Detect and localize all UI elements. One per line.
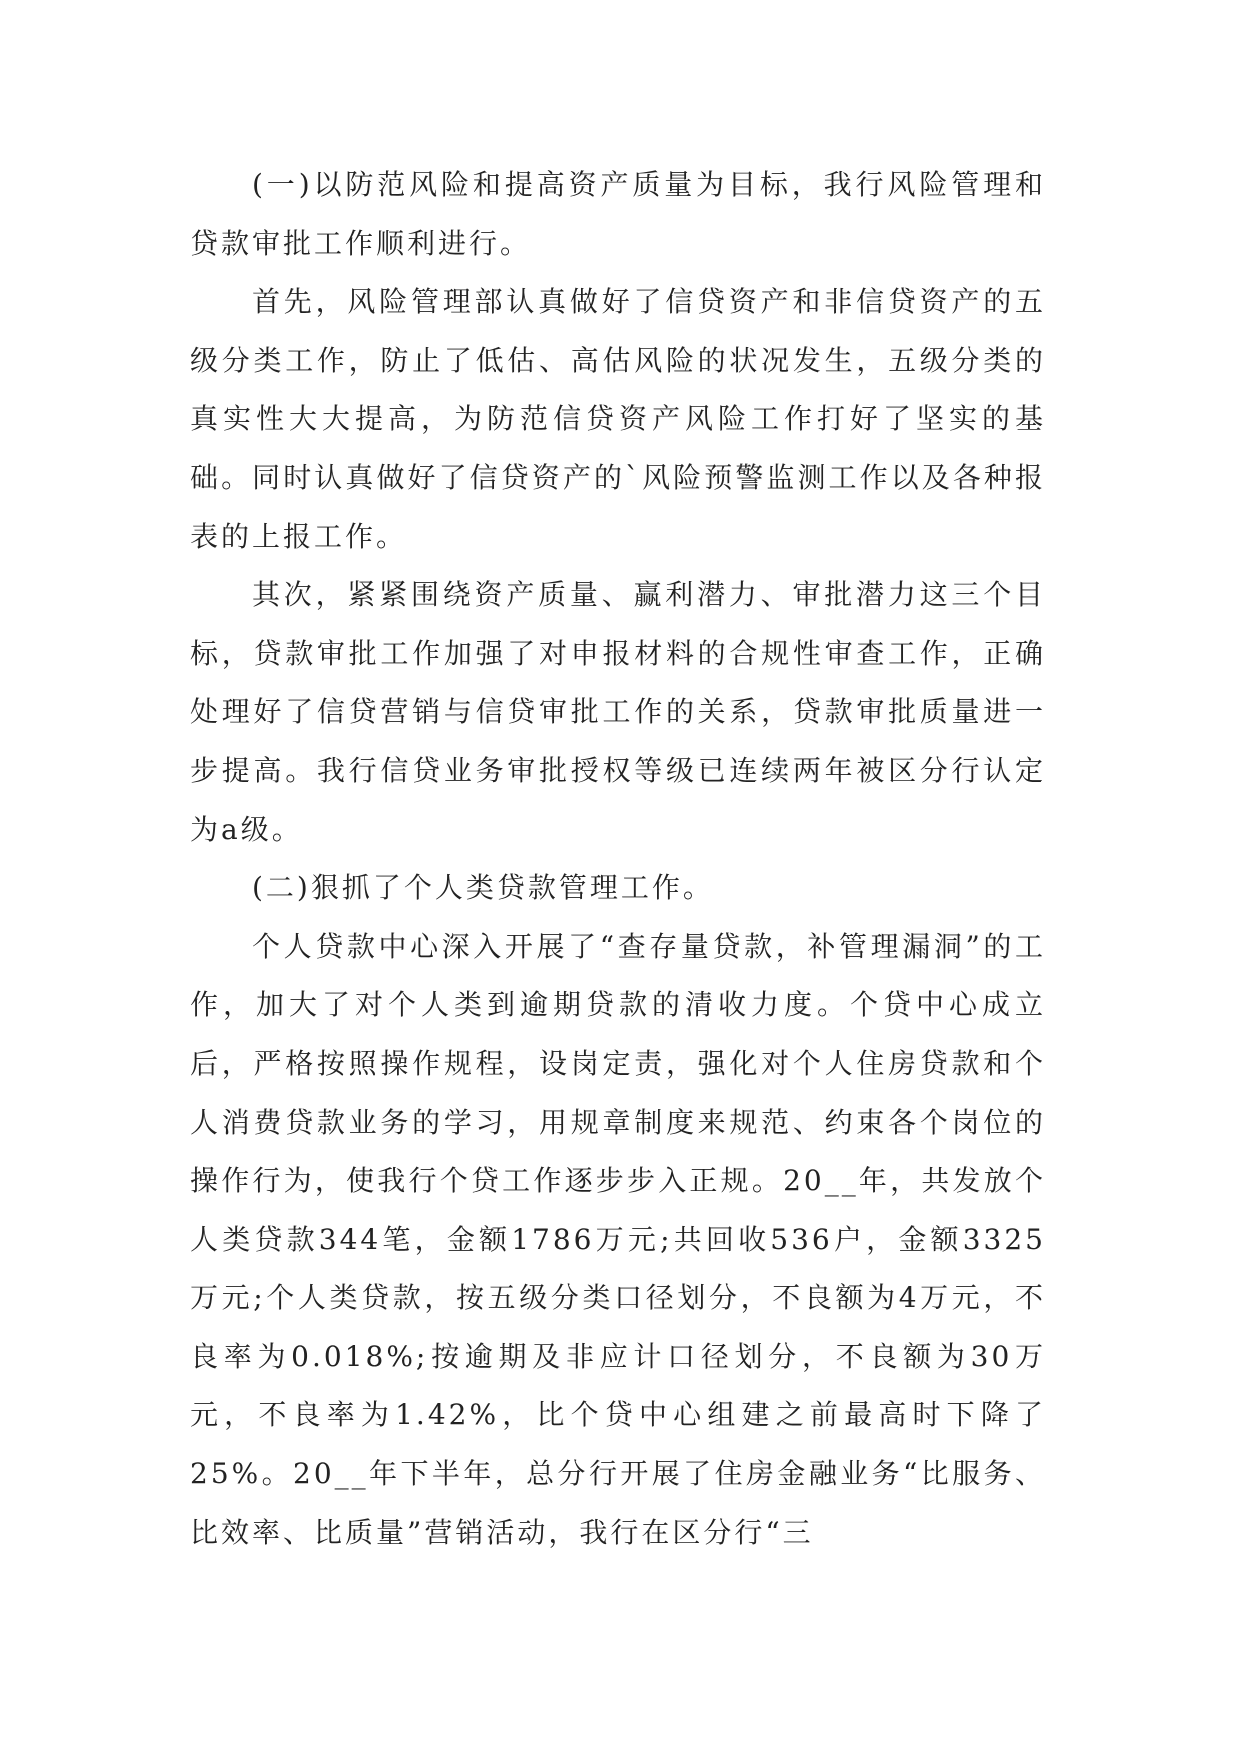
paragraph-personal-loan-heading: (二)狠抓了个人类贷款管理工作。	[252, 871, 714, 905]
paragraph-personal-loan-center: 个人贷款中心深入开展了“查存量贷款，补管理漏洞”的工作，加大了对个人类到逾期贷款的清收力度。个贷中心成立后，严格按照操作规程，设岗定责，强化对个人住房贷款和个人消费贷款业务的学习，用规章制度来规范、约束各个岗位的操作行为，使我行个贷工作逐步步入正规。20__年，共发放个人类贷款344笔，金额1786万元;共回收536户，金额3325万元;个人类贷款，按五级分类口径划分，不良额为4万元，不良率为0.018%;按逾期及非应计口径划分，不良额为30万元，不良率为1.42%，比个贷中心组建之前最高时下降了25%。20__年下半年，总分行开展了住房金融业务“比服务、比效率、比质量”营销活动，我行在区分行“三	[190, 929, 1046, 1549]
paragraph-goal-risk-management: (一)以防范风险和提高资产质量为目标，我行风险管理和贷款审批工作顺利进行。	[190, 168, 1046, 260]
paragraph-second-loan-approval: 其次，紧紧围绕资产质量、赢利潜力、审批潜力这三个目标，贷款审批工作加强了对申报材料的合规性审查工作，正确处理好了信贷营销与信贷审批工作的关系，贷款审批质量进一步提高。我行信贷业务审批授权等级已连续两年被区分行认定为a级。	[190, 578, 1046, 846]
paragraph-first-classification: 首先，风险管理部认真做好了信贷资产和非信贷资产的五级分类工作，防止了低估、高估风险的状况发生，五级分类的真实性大大提高，为防范信贷资产风险工作打好了坚实的基础。同时认真做好了信贷资产的`风险预警监测工作以及各种报表的上报工作。	[190, 285, 1046, 553]
document-body	[190, 156, 1046, 1562]
